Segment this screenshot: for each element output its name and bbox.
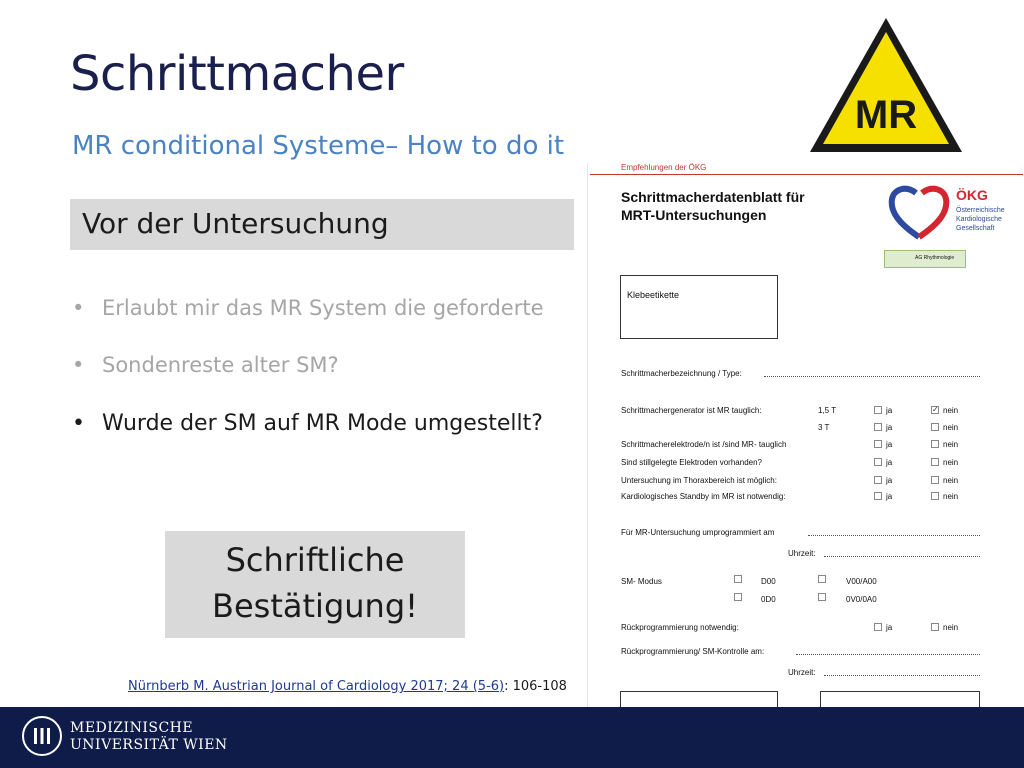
nein-label: nein (943, 458, 959, 467)
mode-0d0: 0D0 (761, 595, 776, 604)
okg-heart-icon (888, 183, 950, 241)
citation (128, 679, 567, 694)
confirmation-line-2: Bestätigung! (212, 587, 418, 625)
mode-d00: D00 (761, 577, 776, 586)
ja-label: ja (886, 440, 893, 449)
ag-logo (884, 250, 966, 268)
ja-label: ja (886, 476, 893, 485)
pacemaker-datasheet (587, 163, 1024, 753)
doc-header-rule (590, 174, 1023, 175)
okg-line-2: Kardiologische (956, 216, 1002, 223)
bullet-text: Wurde der SM auf MR Mode umgestellt? (102, 411, 543, 436)
row-thorax-label: Untersuchung im Thoraxbereich ist möglich: (621, 476, 777, 485)
confirmation-box (165, 531, 465, 638)
checkbox-standby-nein[interactable] (931, 492, 939, 500)
mode-label: SM- Modus (621, 577, 662, 586)
time-blank (824, 556, 980, 557)
university-name-line-1: MEDIZINISCHE (70, 720, 194, 736)
logo-columns-icon (24, 718, 60, 754)
university-logo-icon (22, 716, 62, 756)
reprogrammed-label: Für MR-Untersuchung umprogrammiert am (621, 528, 775, 537)
okg-line-3: Gesellschaft (956, 225, 995, 232)
checkbox-3t-ja[interactable] (874, 423, 882, 431)
row-standby-label: Kardiologisches Standby im MR ist notwendig: (621, 492, 786, 501)
section-heading: Vor der Untersuchung (82, 207, 389, 240)
reprogrammed-date-blank (808, 535, 980, 536)
nein-label: nein (943, 440, 959, 449)
slide-title: Schrittmacher (70, 46, 404, 102)
time-blank-2 (824, 675, 980, 676)
mr-sign-text: MR (854, 93, 918, 137)
doc-title-line-1: Schrittmacherdatenblatt für (621, 189, 805, 205)
nein-label: nein (943, 623, 959, 632)
reprogramming-control-blank (796, 654, 980, 655)
field-15t-label: 1,5 T (818, 406, 837, 415)
ja-label: ja (886, 406, 893, 415)
checkbox-retired-ja[interactable] (874, 458, 882, 466)
okg-line-1: Österreichische (956, 207, 1005, 214)
confirmation-line-1: Schriftliche (225, 541, 405, 579)
checkbox-mode-d00[interactable] (734, 575, 742, 583)
ja-label: ja (886, 623, 893, 632)
nein-label: nein (943, 423, 959, 432)
checkbox-3t-nein[interactable] (931, 423, 939, 431)
section-heading-box (70, 199, 574, 250)
ag-logo-text: AG Rhythmologie (915, 255, 955, 261)
bullet-dot-icon: • (72, 296, 85, 320)
checkbox-standby-ja[interactable] (874, 492, 882, 500)
bullet-dot-icon: • (72, 353, 85, 377)
doc-title-line-2: MRT-Untersuchungen (621, 207, 767, 223)
checkbox-reprog-ja[interactable] (874, 623, 882, 631)
type-line-label: Schrittmacherbezeichnung / Type: (621, 369, 742, 378)
checkbox-electrodes-ja[interactable] (874, 440, 882, 448)
ja-label: ja (886, 423, 893, 432)
time-label: Uhrzeit: (788, 549, 816, 558)
row-electrodes-label: Schrittmacherelektrode/n ist /sind MR- tauglich (621, 440, 787, 449)
mode-v00: V00/A00 (846, 577, 877, 586)
checkbox-thorax-ja[interactable] (874, 476, 882, 484)
bullet-text: Erlaubt mir das MR System die geforderte (102, 296, 544, 320)
row-retired-label: Sind stillgelegte Elektroden vorhanden? (621, 458, 762, 467)
checkbox-thorax-nein[interactable] (931, 476, 939, 484)
ja-label: ja (886, 458, 893, 467)
mode-0v0: 0V0/0A0 (846, 595, 877, 604)
type-line-blank (764, 376, 980, 377)
bullet-item-3 (72, 411, 543, 436)
reprogramming-control-label: Rückprogrammierung/ SM-Kontrolle am: (621, 647, 765, 656)
bullet-item-1 (72, 296, 544, 320)
bullet-text: Sondenreste alter SM? (102, 353, 339, 377)
checkbox-mode-0d0[interactable] (734, 593, 742, 601)
doc-header-note: Empfehlungen der ÖKG (621, 163, 707, 172)
bullet-item-2 (72, 353, 339, 377)
ja-label: ja (886, 492, 893, 501)
label-box-text: Klebeetikette (627, 290, 680, 300)
checkbox-15t-ja[interactable] (874, 406, 882, 414)
university-name-line-2: UNIVERSITÄT WIEN (70, 737, 228, 753)
bullet-dot-icon: • (72, 411, 85, 436)
checkbox-mode-v00[interactable] (818, 575, 826, 583)
nein-label: nein (943, 492, 959, 501)
nein-label: nein (943, 476, 959, 485)
checkbox-reprog-nein[interactable] (931, 623, 939, 631)
time-label-2: Uhrzeit: (788, 668, 816, 677)
checkbox-mode-0v0[interactable] (818, 593, 826, 601)
checkbox-retired-nein[interactable] (931, 458, 939, 466)
slide-subtitle: MR conditional Systeme– How to do it (72, 131, 565, 161)
reprogramming-needed-label: Rückprogrammierung notwendig: (621, 623, 739, 632)
checkbox-electrodes-nein[interactable] (931, 440, 939, 448)
label-box (620, 275, 778, 339)
nein-label: nein (943, 406, 959, 415)
citation-pages: : 106-108 (504, 679, 567, 694)
field-3t-label: 3 T (818, 423, 830, 432)
citation-link[interactable]: Nürnberb M. Austrian Journal of Cardiology 2017; 24 (5-6) (128, 679, 505, 694)
checkbox-15t-nein[interactable]: ✓ (932, 405, 939, 414)
mr-warning-sign-icon (806, 14, 966, 156)
okg-abbr: ÖKG (956, 187, 988, 203)
row-generator-label: Schrittmachergenerator ist MR tauglich: (621, 406, 762, 415)
